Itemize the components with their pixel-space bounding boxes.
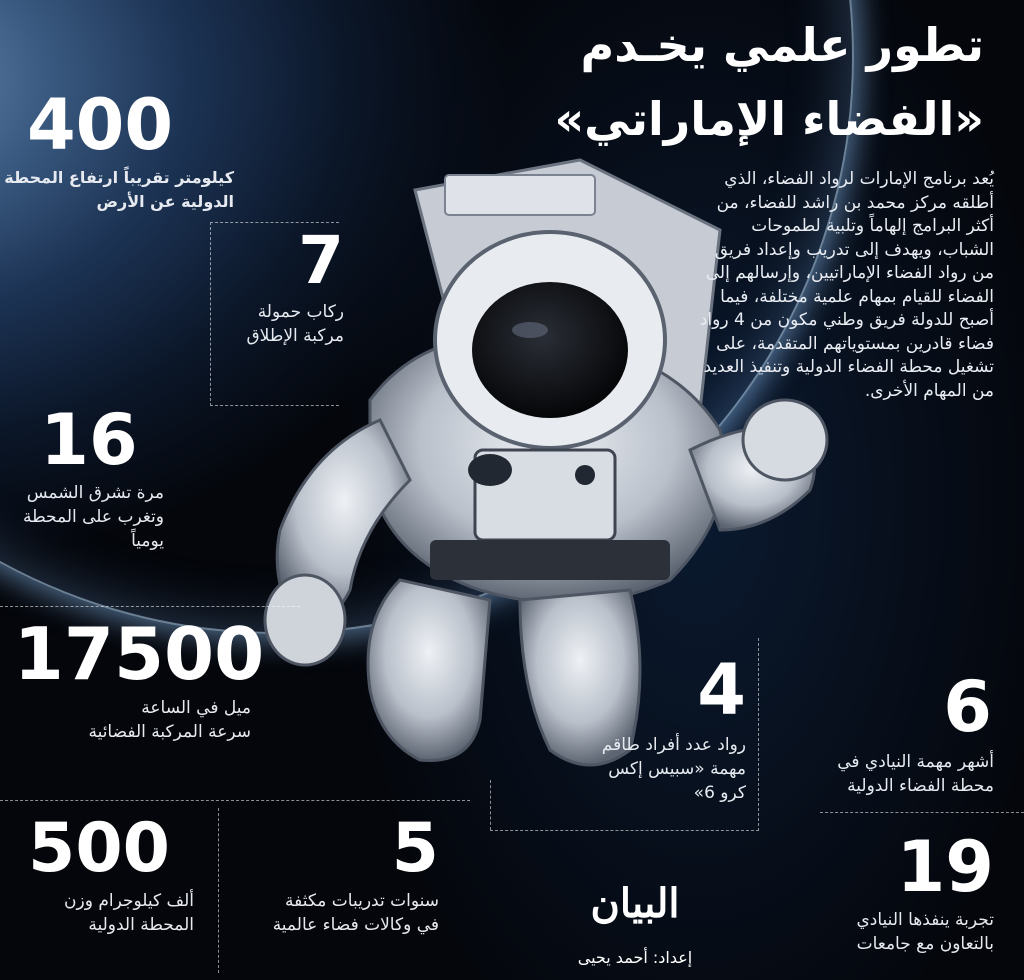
stat-label: كيلومتر تقريباً ارتفاع المحطة: [4, 168, 234, 187]
stat-label: وتغرب على المحطة: [22, 507, 164, 527]
stat-label: مهمة «سبيس إكس: [608, 759, 746, 779]
stat-value: 16: [40, 399, 138, 481]
stat-label: في وكالات فضاء عالمية: [272, 915, 439, 935]
divider-line: [490, 780, 491, 830]
stat-training-years: [239, 809, 439, 937]
stat-label: ألف كيلوجرام وزن: [64, 891, 194, 911]
stat-label: سرعة المركبة الفضائية: [88, 722, 251, 742]
stat-label: الدولية عن الأرض: [96, 192, 234, 211]
stat-label: بالتعاون مع جامعات: [856, 934, 994, 954]
headline-line-2: «الفضاء الإماراتي»: [554, 92, 984, 146]
stat-label: مركبة الإطلاق: [246, 326, 344, 346]
albayan-logo: البيان: [590, 880, 680, 927]
stat-value: 7: [298, 222, 344, 299]
stat-value: 4: [697, 649, 746, 731]
stat-station-weight: [4, 809, 194, 937]
stat-label: مرة تشرق الشمس: [26, 483, 164, 503]
stat-label: سنوات تدريبات مكثفة: [285, 891, 439, 911]
stat-label: ركاب حمولة: [257, 302, 344, 322]
stat-value: 6: [943, 666, 992, 748]
stat-label: المحطة الدولية: [88, 915, 194, 935]
stat-altitude: [0, 84, 234, 214]
stat-label: تجربة ينفذها النيادي: [856, 910, 994, 930]
stat-speed: [9, 612, 269, 744]
stat-launch-passengers: [204, 222, 344, 348]
stat-label: محطة الفضاء الدولية: [847, 776, 994, 796]
stat-value: 500: [28, 809, 170, 888]
author-credit: إعداد: أحمد يحيى: [577, 948, 693, 967]
divider-line: [0, 606, 300, 607]
stat-mission-months: [794, 666, 994, 798]
stat-sunrises: [4, 399, 164, 553]
divider-line: [218, 808, 219, 973]
divider-line: [820, 812, 1024, 813]
stat-label: كرو 6»: [693, 783, 746, 803]
stat-label: أشهر مهمة النيادي في: [837, 752, 994, 772]
stat-label: يومياً: [131, 531, 164, 551]
stat-value: 19: [896, 826, 994, 908]
divider-line: [0, 800, 470, 801]
stat-crew-size: [536, 649, 746, 805]
headline-line-1: تطور علمي يخـدم: [580, 18, 984, 72]
stat-label: رواد عدد أفراد طاقم: [601, 735, 746, 755]
stat-value: 400: [26, 84, 174, 166]
stat-label: ميل في الساعة: [141, 698, 251, 718]
stat-value: 17500: [13, 612, 265, 696]
intro-paragraph: يُعد برنامج الإمارات لرواد الفضاء، الذي أطلقه مركز محمد بن راشد للفضاء، من أكثر البرامج إلهاماً وتلبية لطموحات الشباب، ويهدف إلى تدريب وإعداد فريق من رواد الفضاء الإماراتيين، وإرسالهم إلى الفضاء للقيام بمهام علمية مختلفة، فيما أصبح للدولة فريق وطني مكون من 4 رواد فضاء قادرين بمستوياتهم المتقدمة، على تشغيل محطة الفضاء الدولية وتنفيذ العديد من المهام الأخرى.: [699, 169, 994, 401]
stat-value: 5: [391, 809, 439, 888]
stat-experiments: [784, 826, 994, 956]
